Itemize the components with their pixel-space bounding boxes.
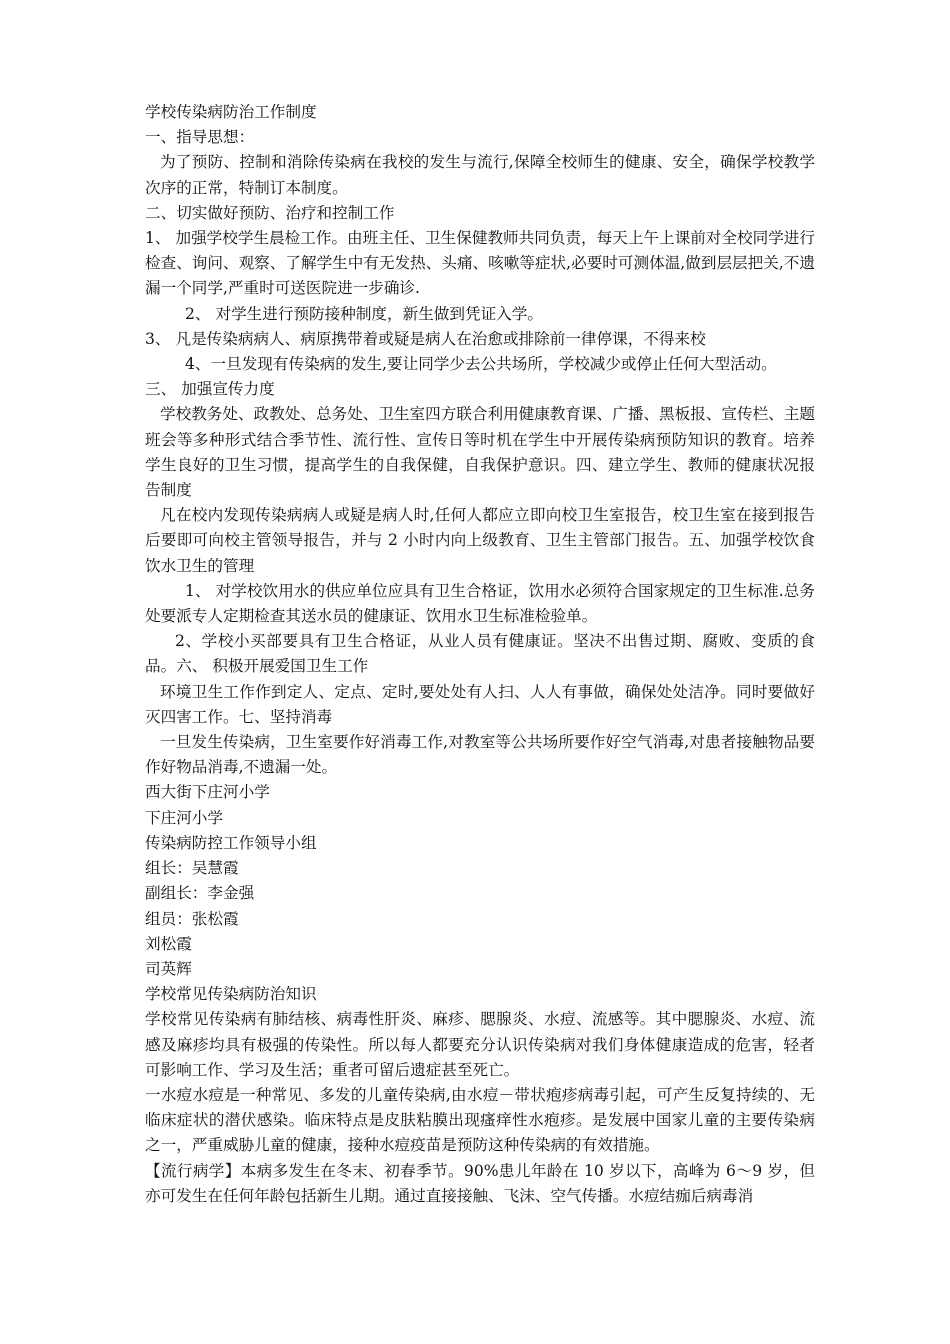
paragraph: 1、 加强学校学生晨检工作。由班主任、卫生保健教师共同负责，每天上午上课前对全校同学进行检查、询问、观察、了解学生中有无发热、头痛、咳嗽等症状,必要时可测体温,做到层层把关,不遗漏一个同学,严重时可送医院进一步确诊. (145, 229, 815, 298)
paragraph: 2、 对学生进行预防接种制度，新生做到凭证入学。 (185, 304, 543, 323)
paragraph: 凡在校内发现传染病病人或疑是病人时,任何人都应立即向校卫生室报告，校卫生室在接到报告后要即可向校主管领导报告，并与 2 小时内向上级教育、卫生主管部门报告。五、加强学校饮食饮水卫生的管理 (145, 506, 815, 575)
school-name: 西大街下庄河小学 (145, 783, 270, 802)
group-title: 传染病防控工作领导小组 (145, 833, 317, 852)
paragraph: 一水痘水痘是一种常见、多发的儿童传染病,由水痘－带状疱疹病毒引起，可产生反复持续的、无临床症状的潜伏感染。临床特点是皮肤粘膜出现瘙痒性水疱疹。是发展中国家儿童的主要传染病之一，严重威胁儿童的健康，接种水痘疫苗是预防这种传染病的有效措施。 (145, 1085, 815, 1155)
paragraph: 一旦发生传染病，卫生室要作好消毒工作,对教室等公共场所要作好空气消毒,对患者接触物品要作好物品消毒,不遗漏一处。 (145, 733, 815, 777)
paragraph: 【流行病学】本病多发生在冬末、初春季节。90%患儿年龄在 10 岁以下，高峰为 6～9 岁，但亦可发生在任何年龄包括新生儿期。通过直接接触、飞沫、空气传播。水痘结痂后病毒消 (145, 1161, 815, 1205)
paragraph: 3、 凡是传染病病人、病原携带着或疑是病人在治愈或排除前一律停课，不得来校 (145, 329, 706, 348)
paragraph: 学校教务处、政教处、总务处、卫生室四方联合利用健康教育课、广播、黑板报、宣传栏、主题班会等多种形式结合季节性、流行性、宣传日等时机在学生中开展传染病预防知识的教育。培养学生良好的卫生习惯，提高学生的自我保健，自我保护意识。四、建立学生、教师的健康状况报告制度 (145, 405, 815, 500)
paragraph: 4、一旦发现有传染病的发生,要让同学少去公共场所，学校减少或停止任何大型活动。 (185, 355, 777, 374)
paragraph: 为了预防、控制和消除传染病在我校的发生与流行,保障全校师生的健康、安全，确保学校教学次序的正常，特制订本制度。 (145, 153, 815, 197)
section-heading: 三、 加强宣传力度 (145, 380, 275, 399)
doc-title: 学校传染病防治工作制度 (145, 103, 317, 121)
paragraph: 1、 对学校饮用水的供应单位应具有卫生合格证，饮用水必须符合国家规定的卫生标准.总务处要派专人定期检查其送水员的健康证、饮用水卫生标准检验单。 (145, 581, 815, 626)
paragraph: 环境卫生工作作到定人、定点、定时,要处处有人扫、人人有事做，确保处处洁净。同时要做好灭四害工作。七、坚持消毒 (145, 682, 815, 726)
school-name-short: 下庄河小学 (145, 808, 223, 827)
group-member: 刘松霞 (145, 934, 192, 953)
document-body (145, 100, 815, 1209)
group-member: 司英辉 (145, 959, 192, 978)
group-deputy-leader: 副组长：李金强 (145, 884, 255, 903)
group-member: 组员：张松霞 (145, 909, 239, 928)
paragraph: 学校常见传染病有肺结核、病毒性肝炎、麻疹、腮腺炎、水痘、流感等。其中腮腺炎、水痘、流感及麻疹均具有极强的传染性。所以每人都要充分认识传染病对我们身体健康造成的危害，轻者可影响工作、学习及生活；重者可留后遗症甚至死亡。 (145, 1010, 815, 1079)
group-leader: 组长：吴慧霞 (145, 859, 239, 878)
paragraph: 2、学校小买部要具有卫生合格证，从业人员有健康证。坚决不出售过期、腐败、变质的食品。六、 积极开展爱国卫生工作 (145, 632, 815, 676)
section-heading: 学校常见传染病防治知识 (145, 985, 317, 1004)
section-heading: 一、指导思想： (145, 128, 255, 147)
section-heading: 二、切实做好预防、治疗和控制工作 (145, 203, 395, 222)
